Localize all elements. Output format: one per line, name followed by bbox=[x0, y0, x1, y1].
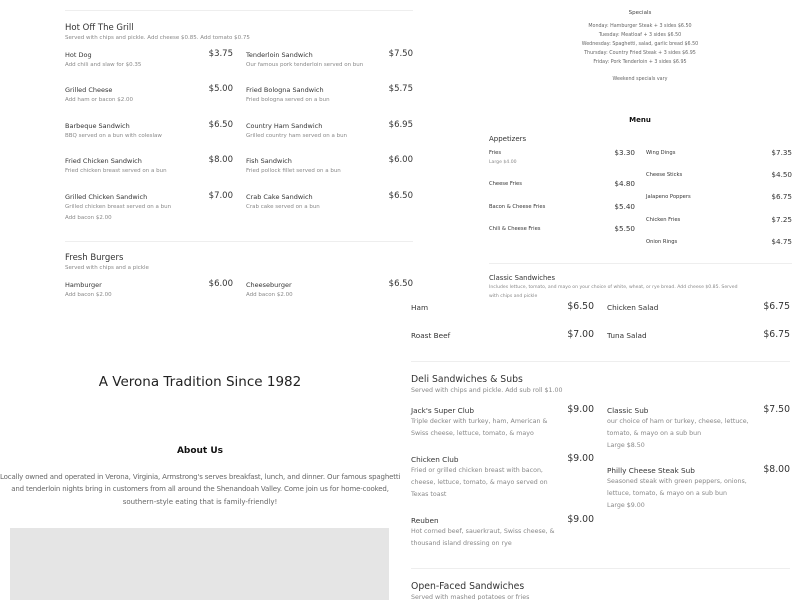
item-description: Fried bologna served on a bun bbox=[246, 97, 330, 103]
item-name: Jalapeno Poppers bbox=[646, 194, 691, 200]
item-name: Ham bbox=[411, 303, 429, 312]
map-image-placeholder bbox=[10, 528, 389, 600]
item-price: $3.30 bbox=[614, 148, 635, 157]
item-price: $4.75 bbox=[771, 237, 792, 246]
divider bbox=[65, 10, 413, 11]
section-subtitle: Served with chips and pickle. Add sub roll $1.00 bbox=[411, 387, 563, 394]
item-price: $5.00 bbox=[208, 84, 233, 94]
special-line: Tuesday: Meatloaf + 3 sides $6.50 bbox=[598, 33, 682, 38]
item-name: Fried Bologna Sandwich bbox=[246, 86, 324, 94]
menu-item bbox=[65, 120, 233, 139]
menu-item bbox=[411, 404, 594, 437]
item-price: $6.00 bbox=[208, 279, 233, 289]
about-line-2: and tenderloin nights bring in customers from all around the Shenandoah Valley. Come join us for home-cooked, bbox=[11, 485, 389, 493]
item-price: $5.40 bbox=[614, 202, 635, 211]
menu-item bbox=[65, 84, 233, 103]
about-line-1: Locally owned and operated in Verona, Virginia, Armstrong's serves breakfast, lunch, and dinner. Our famous spaghetti bbox=[0, 473, 401, 481]
section-subtitle: Served with chips and pickle. Add cheese $0.85. Add tomato $0.75 bbox=[65, 35, 250, 41]
tagline: A Verona Tradition Since 1982 bbox=[98, 374, 302, 390]
special-line: Wednesday: Spaghetti, salad, garlic bread $6.50 bbox=[581, 42, 699, 47]
section-title: Open-Faced Sandwiches bbox=[411, 581, 525, 592]
item-price: $5.75 bbox=[388, 84, 413, 94]
menu-item bbox=[646, 239, 792, 249]
item-price: $5.50 bbox=[614, 224, 635, 233]
item-price: $7.50 bbox=[763, 404, 790, 415]
item-name: Grilled Chicken Sandwich bbox=[65, 193, 148, 201]
item-name: Jack's Super Club bbox=[411, 406, 475, 415]
item-description: Fried chicken breast served on a bun bbox=[65, 168, 167, 174]
item-name: Chicken Club bbox=[411, 455, 459, 464]
specials-title: Specials bbox=[628, 10, 652, 16]
special-line: Monday: Hamburger Steak + 3 sides $6.50 bbox=[588, 24, 692, 29]
specials-appetizers-panel bbox=[480, 0, 800, 300]
section-title: Hot Off The Grill bbox=[65, 23, 134, 33]
sandwiches-panel bbox=[400, 300, 800, 600]
item-name: Cheese Sticks bbox=[646, 172, 683, 178]
item-price: $7.35 bbox=[771, 148, 792, 157]
item-name: Cheese Fries bbox=[489, 181, 522, 187]
item-description: BBQ served on a bun with coleslaw bbox=[65, 133, 162, 139]
item-name: Hot Dog bbox=[65, 51, 92, 59]
item-price: $8.00 bbox=[208, 155, 233, 165]
special-line: Thursday: Country Fried Steak + 3 sides $6.95 bbox=[584, 51, 696, 56]
menu-item bbox=[411, 514, 594, 547]
menu-item bbox=[646, 150, 792, 160]
item-description: Texas toast bbox=[411, 491, 447, 498]
menu-item bbox=[646, 172, 792, 182]
menu-item bbox=[646, 194, 792, 204]
menu-item bbox=[65, 155, 233, 174]
menu-item bbox=[246, 84, 413, 103]
item-name: Reuben bbox=[411, 516, 439, 525]
divider bbox=[411, 568, 790, 569]
item-name: Crab Cake Sandwich bbox=[246, 193, 313, 201]
menu-item bbox=[65, 191, 233, 221]
item-price: $4.80 bbox=[614, 179, 635, 188]
menu-item bbox=[411, 453, 594, 498]
divider bbox=[411, 361, 790, 362]
menu-item bbox=[246, 120, 413, 139]
item-price: $9.00 bbox=[567, 453, 594, 464]
about-heading: About Us bbox=[176, 446, 224, 456]
item-price: $6.75 bbox=[763, 329, 790, 340]
item-price: $7.25 bbox=[771, 215, 792, 224]
menu-item bbox=[489, 148, 635, 165]
item-price: $6.00 bbox=[388, 155, 413, 165]
item-description: Grilled chicken breast served on a bun bbox=[65, 204, 172, 210]
menu-heading: Menu bbox=[629, 116, 651, 124]
item-price: $6.75 bbox=[763, 301, 790, 312]
grill-menu-panel bbox=[0, 0, 420, 300]
menu-item bbox=[607, 331, 790, 341]
item-name: Bacon & Cheese Fries bbox=[489, 204, 546, 210]
menu-item bbox=[646, 217, 792, 227]
item-name: Tenderloin Sandwich bbox=[246, 51, 313, 59]
item-description: Fried pollock fillet served on a bun bbox=[246, 168, 341, 174]
item-name: Country Ham Sandwich bbox=[246, 122, 323, 130]
menu-item bbox=[607, 404, 790, 449]
item-name: Tuna Salad bbox=[607, 331, 647, 340]
item-price: $6.75 bbox=[771, 192, 792, 201]
item-description: Add bacon $2.00 bbox=[65, 292, 112, 298]
item-price: $8.00 bbox=[763, 464, 790, 475]
item-price: $7.00 bbox=[208, 191, 233, 201]
item-name: Chicken Fries bbox=[646, 217, 681, 223]
item-price: $9.00 bbox=[567, 514, 594, 525]
item-name: Fries bbox=[489, 150, 502, 156]
item-price: $6.50 bbox=[567, 301, 594, 312]
divider bbox=[65, 241, 413, 242]
menu-item bbox=[246, 279, 413, 298]
item-name: Chili & Cheese Fries bbox=[489, 226, 541, 232]
menu-item bbox=[246, 155, 413, 174]
item-description: Grilled country ham served on a bun bbox=[246, 133, 348, 139]
menu-item bbox=[65, 49, 233, 68]
item-name: Grilled Cheese bbox=[65, 86, 113, 94]
item-description: Large $9.00 bbox=[607, 502, 645, 509]
item-name: Roast Beef bbox=[411, 331, 451, 340]
menu-item bbox=[489, 181, 635, 191]
about-line-3: southern-style eating that is family-friendly! bbox=[122, 498, 278, 506]
section-title: Deli Sandwiches & Subs bbox=[411, 374, 523, 385]
item-name: Wing Dings bbox=[646, 150, 676, 156]
item-description: Add bacon $2.00 bbox=[65, 215, 112, 221]
section-title: Fresh Burgers bbox=[65, 253, 124, 263]
item-description: Triple decker with turkey, ham, American & bbox=[411, 418, 548, 425]
item-price: $9.00 bbox=[567, 404, 594, 415]
specials-note: Weekend specials vary bbox=[612, 77, 668, 82]
item-price: $6.50 bbox=[388, 279, 413, 289]
section-subtitle: Includes lettuce, tomato, and mayo on your choice of white, wheat, or rye bread. Add cheese $0.85. Served bbox=[489, 285, 738, 290]
item-name: Fried Chicken Sandwich bbox=[65, 157, 142, 165]
section-title: Appetizers bbox=[489, 135, 527, 143]
menu-item bbox=[489, 204, 635, 214]
item-price: $3.75 bbox=[208, 49, 233, 59]
menu-item bbox=[411, 303, 594, 313]
item-description: Seasoned steak with green peppers, onions, bbox=[607, 478, 747, 485]
menu-item bbox=[489, 226, 635, 236]
item-name: Cheeseburger bbox=[246, 281, 292, 289]
item-name: Barbeque Sandwich bbox=[65, 122, 130, 130]
item-description: Large $4.00 bbox=[489, 160, 517, 165]
menu-item bbox=[65, 279, 233, 298]
item-description: Add chili and slaw for $0.35 bbox=[65, 62, 142, 68]
menu-item bbox=[607, 464, 790, 509]
special-line: Friday: Pork Tenderloin + 3 sides $6.95 bbox=[593, 60, 687, 65]
item-description: Swiss cheese, lettuce, tomato, & mayo bbox=[411, 430, 534, 437]
item-price: $6.50 bbox=[208, 120, 233, 130]
menu-item bbox=[607, 303, 790, 313]
item-price: $6.95 bbox=[388, 120, 413, 130]
item-description: Our famous pork tenderloin served on bun bbox=[246, 62, 364, 68]
item-description: thousand island dressing on rye bbox=[411, 540, 512, 547]
item-description: Large $8.50 bbox=[607, 442, 645, 449]
item-name: Philly Cheese Steak Sub bbox=[607, 466, 695, 475]
item-name: Hamburger bbox=[65, 281, 102, 289]
item-price: $7.00 bbox=[567, 329, 594, 340]
section-subtitle: Served with mashed potatoes or fries bbox=[411, 594, 530, 600]
section-subtitle: Served with chips and a pickle bbox=[65, 265, 149, 271]
item-description: cheese, lettuce, tomato, & mayo served on bbox=[411, 479, 548, 486]
item-description: our choice of ham or turkey, cheese, lettuce, bbox=[607, 418, 749, 425]
menu-item bbox=[411, 331, 594, 341]
section-subtitle: with chips and pickle bbox=[489, 294, 538, 299]
section-title: Classic Sandwiches bbox=[489, 274, 555, 282]
item-name: Onion Rings bbox=[646, 239, 678, 245]
item-description: tomato, & mayo on a sub bun bbox=[607, 430, 702, 437]
item-price: $4.50 bbox=[771, 170, 792, 179]
item-price: $6.50 bbox=[388, 191, 413, 201]
divider bbox=[489, 263, 792, 264]
menu-item bbox=[246, 191, 413, 210]
item-description: lettuce, tomato, & mayo on a sub bun bbox=[607, 490, 727, 497]
item-name: Chicken Salad bbox=[607, 303, 659, 312]
item-name: Classic Sub bbox=[607, 406, 649, 415]
menu-item bbox=[246, 49, 413, 68]
item-description: Add ham or bacon $2.00 bbox=[65, 97, 133, 103]
item-description: Crab cake served on a bun bbox=[246, 204, 320, 210]
item-name: Fish Sandwich bbox=[246, 157, 292, 165]
item-description: Fried or grilled chicken breast with bacon, bbox=[411, 467, 543, 474]
item-description: Add bacon $2.00 bbox=[246, 292, 293, 298]
item-price: $7.50 bbox=[388, 49, 413, 59]
item-description: Hot corned beef, sauerkraut, Swiss cheese, & bbox=[411, 528, 555, 535]
